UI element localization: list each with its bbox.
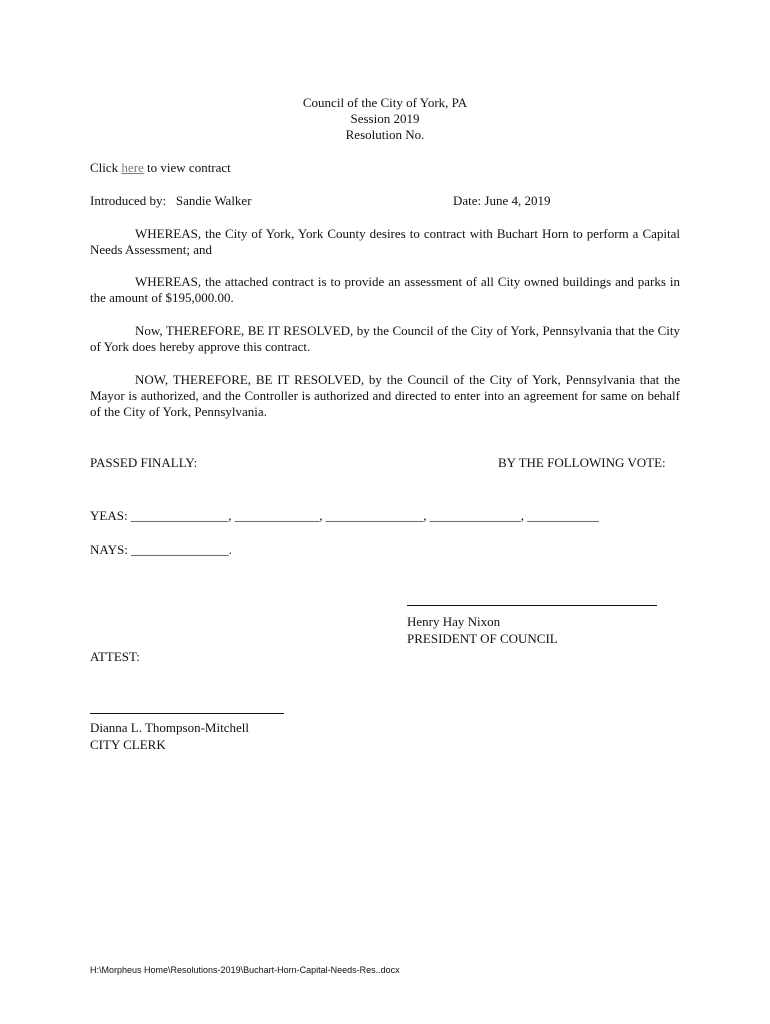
council-heading: Council of the City of York, PA <box>302 95 468 110</box>
view-contract-link[interactable]: here <box>121 160 144 175</box>
passed-finally-label: PASSED FINALLY: <box>90 455 198 470</box>
view-contract-line <box>90 160 231 176</box>
document-file-path: H:\Morpheus Home\Resolutions-2019\Buchart-Horn-Capital-Needs-Res..docx <box>90 965 400 975</box>
resolution-date <box>453 193 551 209</box>
view-contract-prefix: Click <box>90 160 122 175</box>
president-signature-line <box>407 605 657 606</box>
date-value: June 4, 2019 <box>484 193 551 208</box>
introducer-name: Sandie Walker <box>175 193 252 208</box>
whereas-paragraph-1: WHEREAS, the City of York, York County desires to contract with Buchart Horn to perform a Capital Needs Assessment; and <box>90 226 680 257</box>
introduced-by-line <box>90 193 252 209</box>
nays-line: NAYS: _______________. <box>90 542 232 557</box>
introduced-by-label: Introduced by: <box>90 193 167 208</box>
clerk-name: Dianna L. Thompson-Mitchell <box>90 720 249 735</box>
attest-label: ATTEST: <box>90 649 140 664</box>
date-label: Date: <box>453 193 482 208</box>
president-title: PRESIDENT OF COUNCIL <box>407 631 558 646</box>
clerk-title: CITY CLERK <box>90 737 166 752</box>
session-heading: Session 2019 <box>350 111 420 126</box>
following-vote-label: BY THE FOLLOWING VOTE: <box>498 455 666 470</box>
view-contract-suffix: to view contract <box>143 160 231 175</box>
president-name: Henry Hay Nixon <box>407 614 501 629</box>
resolved-paragraph-2: NOW, THEREFORE, BE IT RESOLVED, by the Council of the City of York, Pennsylvania that the Mayor is authorized, and the Controller is authorized and directed to enter into an agreement for same on behalf of the City of York, Pennsylvania. <box>90 372 680 419</box>
clerk-signature-line <box>90 713 284 714</box>
resolved-paragraph-1: Now, THEREFORE, BE IT RESOLVED, by the Council of the City of York, Pennsylvania that the City of York does hereby approve this contract. <box>90 323 680 354</box>
whereas-paragraph-2: WHEREAS, the attached contract is to provide an assessment of all City owned buildings and parks in the amount of $195,000.00. <box>90 274 680 305</box>
yeas-line: YEAS: _______________, _____________, _______________, ______________, ___________ <box>90 508 599 523</box>
resolution-number-heading: Resolution No. <box>345 127 425 142</box>
